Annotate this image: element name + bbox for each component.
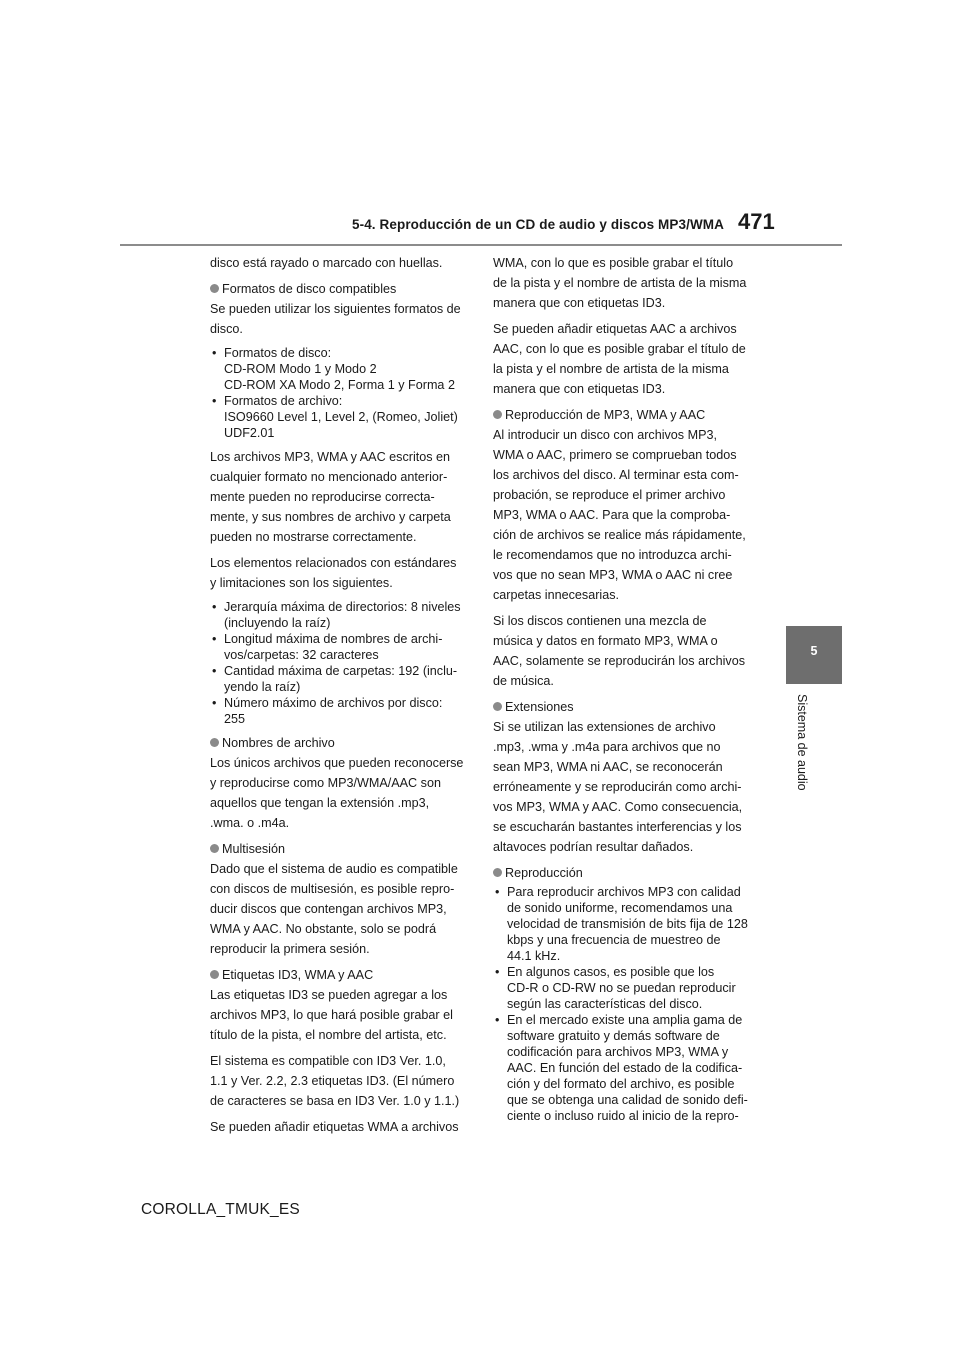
text-line: 255 [224, 712, 246, 726]
text-line: .mp3, .wma y .m4a para archivos que no [493, 740, 721, 754]
text-line: de la pista y el nombre de artista de la misma [493, 276, 747, 290]
text-line: CD-R o CD-RW no se puedan reproducir [507, 981, 736, 995]
text-line: manera que con etiquetas ID3. [493, 382, 666, 396]
text-line: WMA o AAC, primero se comprueban todos [493, 448, 737, 462]
text-line: Dado que el sistema de audio es compatible [210, 862, 458, 876]
text-line: WMA, con lo que es posible grabar el título [493, 256, 734, 270]
text-line: Se pueden añadir etiquetas AAC a archivos [493, 322, 737, 336]
page-number: 471 [738, 209, 775, 234]
text-line: Si los discos contienen una mezcla de [493, 614, 707, 628]
chapter-tab-label: Sistema de audio [795, 694, 809, 791]
text-line: la pista y el nombre de artista de la misma [493, 362, 729, 376]
text-line: Los elementos relacionados con estándares [210, 556, 457, 570]
formatos-note-paragraph [210, 447, 468, 547]
text-line: WMA y AAC. No obstante, solo se podrá [210, 922, 437, 936]
text-line: disco está rayado o marcado con huellas. [210, 256, 443, 270]
round-bullet-icon [493, 702, 502, 711]
text-line: sean MP3, WMA ni AAC, se reconocerán [493, 760, 723, 774]
reproduccion-mp3-paragraph-1 [493, 425, 753, 605]
text-line: con discos de multisesión, es posible repro- [210, 882, 455, 896]
text-line: CD-ROM XA Modo 2, Forma 1 y Forma 2 [224, 378, 455, 392]
text-line: kbps y una frecuencia de muestreo de [507, 933, 721, 947]
text-line: Si se utilizan las extensiones de archivo [493, 720, 716, 734]
text-line: y limitaciones son los siguientes. [210, 576, 393, 590]
text-line: mente pueden no reproducirse correcta- [210, 490, 435, 504]
text-line: (incluyendo la raíz) [224, 616, 331, 630]
text-line: aquellos que tengan la extensión .mp3, [210, 796, 430, 810]
text-line: Formatos de disco: [224, 346, 332, 360]
section-heading-multisesion: Multisesión [210, 839, 468, 859]
reproduccion-mp3-paragraph-2 [493, 611, 753, 691]
text-line: velocidad de transmisión de bits fija de 128 [507, 917, 748, 931]
text-line: reproducir la primera sesión. [210, 942, 370, 956]
text-line: de sonido uniforme, recomendamos una [507, 901, 733, 915]
header-divider [120, 244, 842, 246]
round-bullet-icon [493, 410, 502, 419]
text-line: CD-ROM Modo 1 y Modo 2 [224, 362, 377, 376]
text-line: codificación para archivos MP3, WMA y [507, 1045, 729, 1059]
etiquetas-paragraph-3 [210, 1117, 468, 1137]
text-line: música y datos en formato MP3, WMA o [493, 634, 718, 648]
list-item [210, 599, 468, 631]
reproduccion-list [493, 884, 753, 1124]
text-line: según las características del disco. [507, 997, 703, 1011]
text-line: archivos MP3, lo que hará posible grabar el [210, 1008, 453, 1022]
text-line: y reproducirse como MP3/WMA/AAC son [210, 776, 441, 790]
list-item [493, 1012, 753, 1124]
standards-paragraph [210, 553, 468, 593]
text-line: probación, se reproduce el primer archivo [493, 488, 726, 502]
left-column [210, 253, 468, 1143]
text-line: 1.1 y Ver. 2.2, 2.3 etiquetas ID3. (El número [210, 1074, 455, 1088]
text-line: UDF2.01 [224, 426, 275, 440]
text-line: de caracteres se basa en ID3 Ver. 1.0 y 1.1.) [210, 1094, 460, 1108]
formatos-paragraph [210, 299, 468, 339]
extensiones-paragraph [493, 717, 753, 857]
text-line: Se pueden utilizar los siguientes formatos de [210, 302, 461, 316]
text-line: Cantidad máxima de carpetas: 192 (inclu- [224, 664, 458, 678]
text-line: disco. [210, 322, 243, 336]
text-line: de música. [493, 674, 554, 688]
text-line: cualquier formato no mencionado anterior- [210, 470, 448, 484]
text-line: manera que con etiquetas ID3. [493, 296, 666, 310]
text-line: En algunos casos, es posible que los [507, 965, 715, 979]
text-line: software gratuito y demás software de [507, 1029, 720, 1043]
text-line: que se obtenga una calidad de sonido defi- [507, 1093, 748, 1107]
text-line: Los únicos archivos que pueden reconocerse [210, 756, 464, 770]
aac-tags-paragraph [493, 319, 753, 399]
nombres-paragraph [210, 753, 468, 833]
round-bullet-icon [210, 284, 219, 293]
text-line: pueden no mostrarse correctamente. [210, 530, 417, 544]
list-item [210, 695, 468, 727]
list-item [210, 631, 468, 663]
right-column [493, 253, 753, 1130]
multisesion-paragraph [210, 859, 468, 959]
etiquetas-paragraph-2 [210, 1051, 468, 1111]
text-line: Las etiquetas ID3 se pueden agregar a los [210, 988, 448, 1002]
text-line: carpetas innecesarias. [493, 588, 620, 602]
text-line: vos que no sean MP3, WMA o AAC ni cree [493, 568, 733, 582]
text-line: En el mercado existe una amplia gama de [507, 1013, 743, 1027]
etiquetas-paragraph-1 [210, 985, 468, 1045]
section-heading-extensiones: Extensiones [493, 697, 753, 717]
section-heading-etiquetas: Etiquetas ID3, WMA y AAC [210, 965, 468, 985]
text-line: vos/carpetas: 32 caracteres [224, 648, 379, 662]
text-line: AAC. En función del estado de la codifica- [507, 1061, 743, 1075]
text-line: AAC, solamente se reproducirán los archivos [493, 654, 745, 668]
text-line: erróneamente y se reproducirán como archi- [493, 780, 742, 794]
text-line: 44.1 kHz. [507, 949, 561, 963]
formatos-list [210, 345, 468, 441]
text-line: se escucharán bastantes interferencias y los [493, 820, 742, 834]
text-line: altavoces podrían resultar dañados. [493, 840, 694, 854]
text-line: yendo la raíz) [224, 680, 301, 694]
text-line: los archivos del disco. Al terminar esta com- [493, 468, 739, 482]
text-line: Se pueden añadir etiquetas WMA a archivos [210, 1120, 459, 1134]
document-code: COROLLA_TMUK_ES [141, 1201, 300, 1218]
text-line: .wma. o .m4a. [210, 816, 290, 830]
section-heading-reproduccion: Reproducción [493, 863, 753, 883]
text-line: Formatos de archivo: [224, 394, 343, 408]
text-line: Número máximo de archivos por disco: [224, 696, 443, 710]
intro-paragraph [210, 253, 468, 273]
section-title: 5-4. Reproducción de un CD de audio y discos MP3/WMA [352, 217, 724, 232]
text-line: mente, y sus nombres de archivo y carpeta [210, 510, 451, 524]
text-line: Para reproducir archivos MP3 con calidad [507, 885, 741, 899]
round-bullet-icon [210, 844, 219, 853]
text-line: vos MP3, WMA y AAC. Como consecuencia, [493, 800, 743, 814]
list-item [493, 884, 753, 964]
text-line: le recomendamos que no introduzca archi- [493, 548, 732, 562]
text-line: Jerarquía máxima de directorios: 8 niveles [224, 600, 461, 614]
chapter-tab-number: 5 [810, 644, 818, 658]
section-heading-formatos: Formatos de disco compatibles [210, 279, 468, 299]
list-item [210, 393, 468, 441]
text-line: Longitud máxima de nombres de archi- [224, 632, 443, 646]
text-line: Al introducir un disco con archivos MP3, [493, 428, 717, 442]
section-heading-reproduccion-mp3: Reproducción de MP3, WMA y AAC [493, 405, 753, 425]
text-line: AAC, con lo que es posible grabar el título de [493, 342, 746, 356]
text-line: ciente o incluso ruido al inicio de la repro- [507, 1109, 739, 1123]
round-bullet-icon [210, 970, 219, 979]
wma-tags-paragraph [493, 253, 753, 313]
section-heading-nombres: Nombres de archivo [210, 733, 468, 753]
list-item [210, 345, 468, 393]
round-bullet-icon [493, 868, 502, 877]
round-bullet-icon [210, 738, 219, 747]
chapter-tab[interactable] [786, 626, 842, 684]
text-line: El sistema es compatible con ID3 Ver. 1.0, [210, 1054, 446, 1068]
text-line: Los archivos MP3, WMA y AAC escritos en [210, 450, 451, 464]
text-line: ción y del formato del archivo, es posible [507, 1077, 735, 1091]
text-line: ISO9660 Level 1, Level 2, (Romeo, Joliet) [224, 410, 458, 424]
limits-list [210, 599, 468, 727]
text-line: ducir discos que contengan archivos MP3, [210, 902, 447, 916]
list-item [210, 663, 468, 695]
text-line: título de la pista, el nombre del artista, etc. [210, 1028, 447, 1042]
text-line: MP3, WMA o AAC. Para que la comproba- [493, 508, 731, 522]
text-line: ción de archivos se realice más rápidamente, [493, 528, 746, 542]
list-item [493, 964, 753, 1012]
